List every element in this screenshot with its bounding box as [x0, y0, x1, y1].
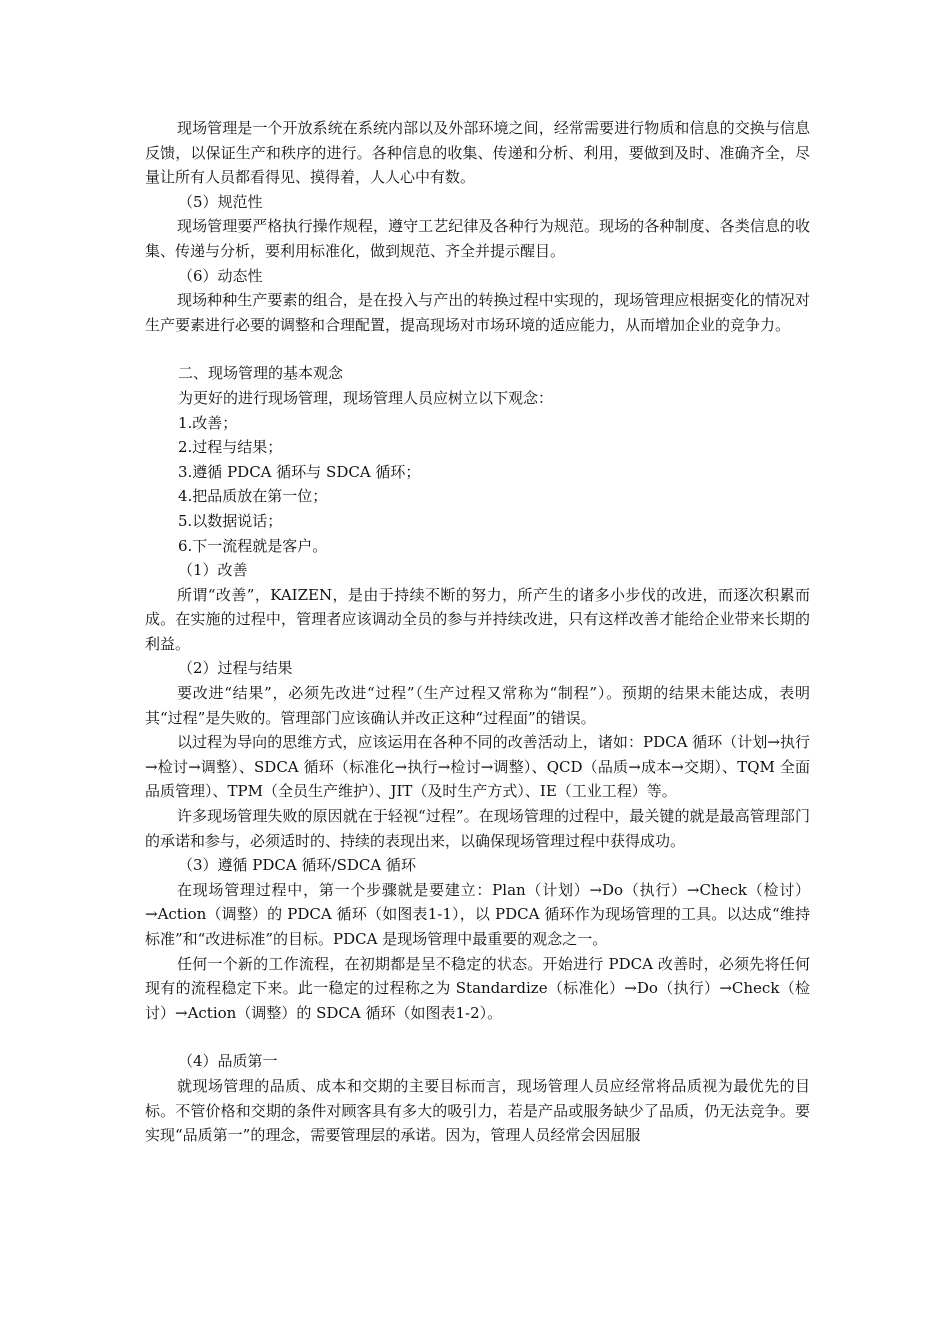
paragraph-sdca: 任何一个新的工作流程，在初期都是呈不稳定的状态。开始进行 PDCA 改善时，必须先将任何现有的流程稳定下来。此一稳定的过程称之为 Standardize（标准化）→Do（执行）→Check（检讨）→Action（调整）的 SDCA 循环（如图表1-2）。	[145, 954, 810, 1022]
subheading-kaizen: （1）改善	[178, 561, 248, 580]
subheading-process-result: （2）过程与结果	[178, 659, 293, 678]
list-intro: 为更好的进行现场管理，现场管理人员应树立以下观念：	[178, 388, 554, 407]
paragraph-kaizen: 所谓“改善”，KAIZEN，是由于持续不断的努力，所产生的诸多小步伐的改进，而逐次积累而成。在实施的过程中，管理者应该调动全员的参与并持续改进，只有这样改善才能给企业带来长期的利益。	[145, 585, 810, 653]
blank-line	[145, 337, 810, 361]
list-item-next-process: 6.下一流程就是客户。	[178, 536, 328, 555]
list-item-quality-first: 4.把品质放在第一位；	[178, 487, 328, 506]
paragraph-openness: 现场管理是一个开放系统在系统内部以及外部环境之间，经常需要进行物质和信息的交换与信息反馈，以保证生产和秩序的进行。各种信息的收集、传递和分析、利用，要做到及时、准确齐全，尽量让所有人员都看得见、摸得着，人人心中有数。	[145, 119, 810, 187]
list-item-pdca-sdca: 3.遵循 PDCA 循环与 SDCA 循环；	[178, 462, 421, 481]
subheading-normativity: （5）规范性	[178, 192, 263, 211]
paragraph-process-result-2: 以过程为导向的思维方式，应该运用在各种不同的改善活动上，诸如：PDCA 循环（计划→执行→检讨→调整）、SDCA 循环（标准化→执行→检讨→调整）、QCD（品质→成本→交期）、TQM 全面品质管理）、TPM（全员生产维护）、JIT（及时生产方式）、IE（工业工程）等。	[145, 733, 810, 801]
list-item-data: 5.以数据说话；	[178, 511, 283, 530]
paragraph-pdca: 在现场管理过程中，第一个步骤就是要建立：Plan（计划）→Do（执行）→Check（检讨）→Action（调整）的 PDCA 循环（如图表1-1），以 PDCA 循环作为现场管理的工具。以达成“维持标准”和“改进标准”的目标。PDCA 是现场管理中最重要的观念之一。	[145, 880, 810, 948]
subheading-pdca-sdca: （3）遵循 PDCA 循环/SDCA 循环	[178, 856, 416, 875]
paragraph-quality-first: 就现场管理的品质、成本和交期的主要目标而言，现场管理人员应经常将品质视为最优先的目标。不管价格和交期的条件对顾客具有多大的吸引力，若是产品或服务缺少了品质，仍无法竞争。要实现“品质第一”的理念，需要管理层的承诺。因为，管理人员经常会因屈服	[145, 1076, 810, 1145]
paragraph-normativity: 现场管理要严格执行操作规程，遵守工艺纪律及各种行为规范。现场的各种制度、各类信息的收集、传递与分析，要利用标准化，做到规范、齐全并提示醒目。	[145, 217, 810, 260]
blank-line	[145, 1025, 810, 1049]
list-item-process-result: 2.过程与结果；	[178, 438, 283, 457]
paragraph-process-result-3: 许多现场管理失败的原因就在于轻视“过程”。在现场管理的过程中，最关键的就是最高管理部门的承诺和参与，必须适时的、持续的表现出来，以确保现场管理过程中获得成功。	[145, 807, 810, 850]
subheading-dynamics: （6）动态性	[178, 266, 263, 285]
subheading-quality-first: （4）品质第一	[178, 1052, 278, 1071]
section-heading-basic-concepts: 二、现场管理的基本观念	[178, 364, 344, 383]
list-item-improvement: 1.改善；	[178, 413, 238, 432]
paragraph-process-result-1: 要改进“结果”，必须先改进“过程”（生产过程又常称为“制程”）。预期的结果未能达成，表明其“过程”是失败的。管理部门应该确认并改正这种“过程面”的错误。	[145, 684, 810, 727]
paragraph-dynamics: 现场种种生产要素的组合，是在投入与产出的转换过程中实现的，现场管理应根据变化的情况对生产要素进行必要的调整和合理配置，提高现场对市场环境的适应能力，从而增加企业的竞争力。	[145, 291, 810, 334]
